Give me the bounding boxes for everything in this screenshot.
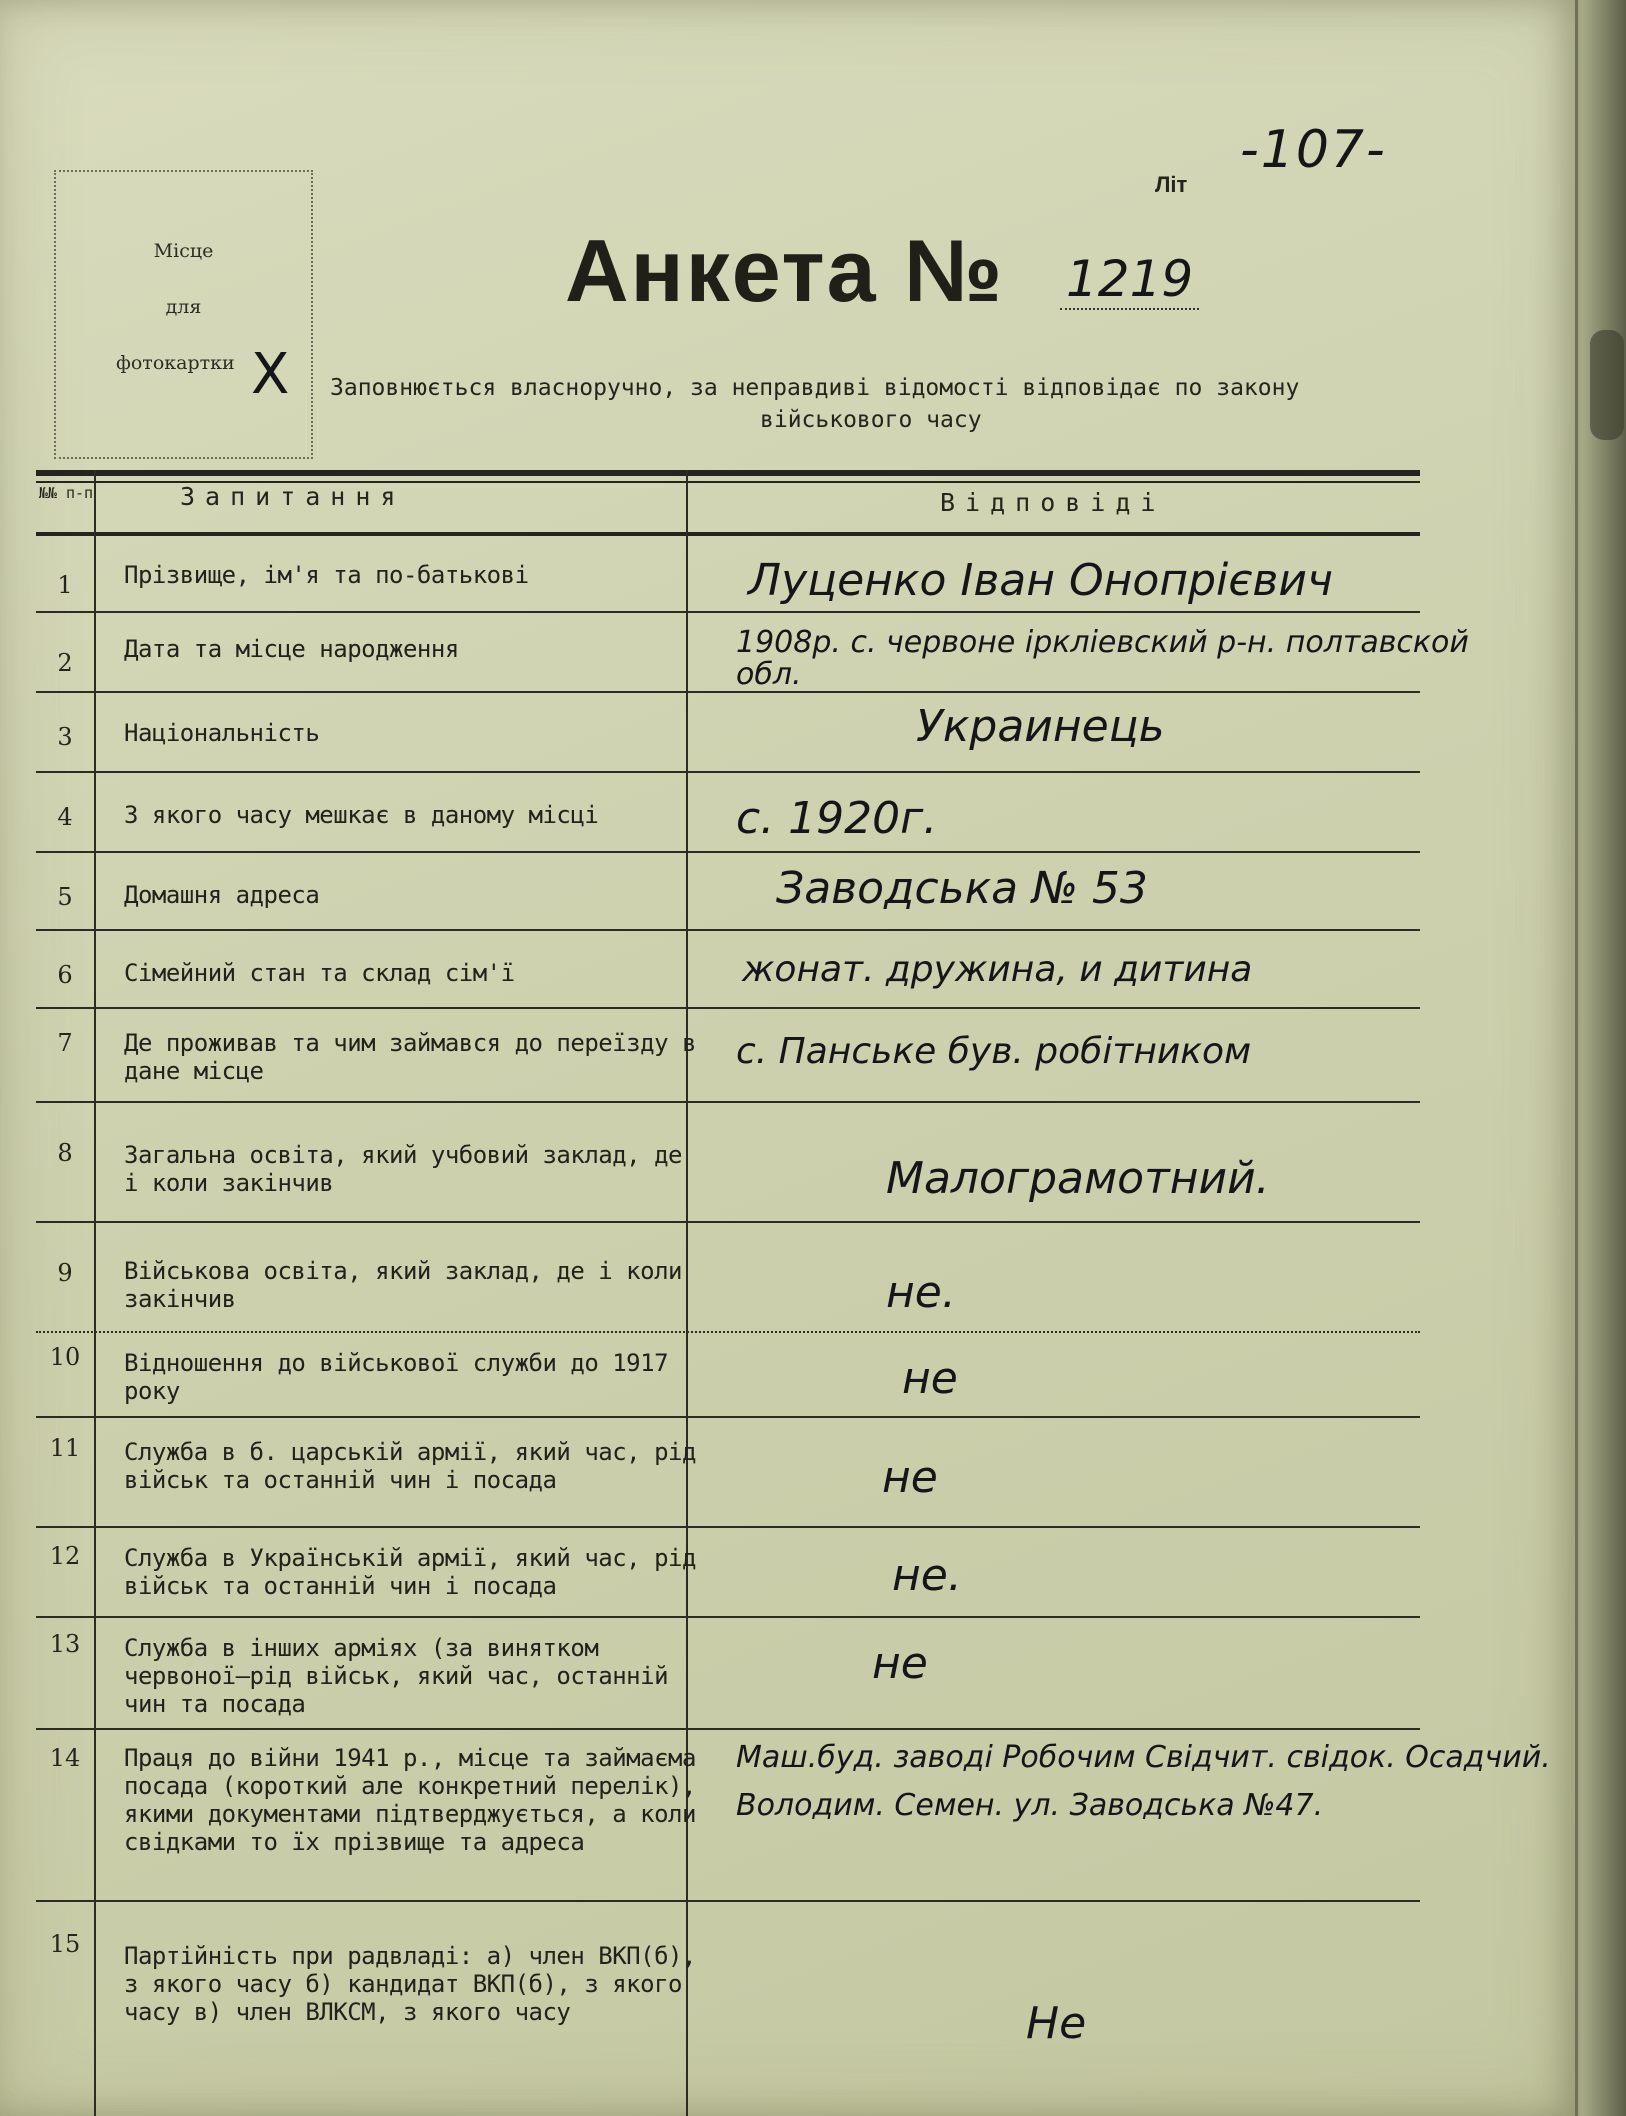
photo-cross-mark: X	[251, 342, 290, 407]
row-answer: жонат. дружина, и дитина	[742, 949, 1253, 990]
row-number: 9	[57, 1259, 73, 1287]
subtitle-line-1: Заповнюється власноручно, за неправдиві відомості відповідає по закону	[330, 375, 1300, 401]
row-answer: с. 1920г.	[736, 793, 938, 844]
row-question: Домашня адреса	[124, 881, 320, 909]
table-row	[36, 1223, 1420, 1333]
table-row	[36, 1009, 1420, 1103]
table-row	[36, 931, 1420, 1009]
row-question: Служба в інших арміях (за винятком червоної—рід військ, який час, останній чин та посада	[124, 1634, 669, 1718]
table-row	[36, 773, 1420, 853]
row-number: 10	[49, 1343, 81, 1371]
table-top-rule	[36, 470, 1420, 476]
photo-label-3: фотокартки	[116, 352, 235, 374]
row-answer: Луценко Іван Онопрієвич	[748, 555, 1333, 606]
row-question: Де проживав та чим займався до переїзду в дане місце	[124, 1029, 696, 1085]
row-answer: не	[902, 1353, 958, 1404]
binding-hole	[1590, 330, 1624, 440]
subtitle-line-2: військового часу	[760, 407, 982, 433]
table-row	[36, 693, 1420, 773]
row-answer: Заводська № 53	[776, 863, 1148, 914]
row-question: Загальна освіта, який учбовий заклад, де і коли закінчив	[124, 1141, 682, 1197]
row-number: 7	[57, 1029, 73, 1057]
row-question: Служба в Українській армії, який час, рід військ та останній чин і посада	[124, 1544, 696, 1600]
row-number: 1	[57, 571, 73, 599]
row-question: Дата та місце народження	[124, 635, 459, 663]
table-row	[36, 1528, 1420, 1618]
row-answer: не.	[892, 1550, 962, 1601]
table-row	[36, 1418, 1420, 1528]
form-title: Анкета №	[565, 221, 1005, 320]
row-answer: Малограмотний.	[886, 1153, 1270, 1204]
row-question: Відношення до військової служби до 1917 року	[124, 1349, 669, 1405]
photo-placeholder	[54, 170, 313, 459]
row-number: 8	[57, 1139, 73, 1167]
row-number: 11	[49, 1434, 81, 1462]
table-row	[36, 1618, 1420, 1730]
row-answer: не	[882, 1452, 938, 1503]
row-question: Національність	[124, 719, 320, 747]
row-answer: Маш.буд. заводі Робочим Свідчит. свідок. Осадчий. Володим. Семен. ул. Заводська №47.	[736, 1740, 1551, 1823]
row-number: 15	[49, 1930, 81, 1958]
row-question: Праця до війни 1941 р., місце та займаєма посада (короткий але конкретний перелік), якими документами підтверджується, а коли свідками то їх прізвище та адреса	[124, 1744, 696, 1856]
table-row	[36, 1902, 1420, 2116]
row-number: 14	[49, 1744, 81, 1772]
row-number: 5	[57, 883, 73, 911]
form-number: 1219	[1060, 250, 1199, 310]
table-row	[36, 613, 1469, 693]
table-row	[36, 1103, 1420, 1223]
row-answer: с. Панське був. робітником	[736, 1031, 1252, 1072]
row-question: Військова освіта, який заклад, де і коли закінчив	[124, 1257, 682, 1313]
row-number: 12	[49, 1542, 81, 1570]
row-answer: Украинець	[916, 701, 1165, 752]
row-number: 13	[49, 1630, 81, 1658]
row-answer: не.	[886, 1267, 956, 1318]
row-question: З якого часу мешкає в даному місці	[124, 801, 599, 829]
row-number: 2	[57, 649, 73, 677]
table-row	[36, 853, 1420, 931]
table-row	[36, 535, 1420, 613]
row-number: 3	[57, 723, 73, 751]
row-number: 4	[57, 803, 73, 831]
leaf-number: -107-	[1240, 120, 1387, 180]
header-number: №№ п-п	[38, 484, 94, 502]
row-number: 6	[57, 961, 73, 989]
table-row	[36, 1333, 1420, 1418]
leaf-label: Літ	[1155, 172, 1188, 197]
header-answer: Відповіді	[940, 488, 1166, 517]
table-row	[36, 1730, 1551, 1902]
row-question: Партійність при радвладі: а) член ВКП(б), з якого часу б) кандидат ВКП(б), з якого часу в) член ВЛКСМ, з якого часу	[124, 1942, 696, 2026]
row-question: Сімейний стан та склад сім'ї	[124, 959, 515, 987]
row-question: Прізвище, ім'я та по-батькові	[124, 561, 529, 589]
row-answer: не	[872, 1638, 928, 1689]
photo-label-1: Місце	[153, 240, 214, 262]
row-answer: Не	[1026, 1998, 1087, 2049]
row-answer: 1908р. с. червоне іркліевский р-н. полтавской обл.	[736, 625, 1469, 692]
form-subtitle	[330, 375, 1430, 433]
row-question: Служба в б. царській армії, який час, рід військ та останній чин і посада	[124, 1438, 696, 1494]
photo-label-2: для	[165, 296, 202, 318]
header-question: Запитання	[180, 482, 406, 511]
